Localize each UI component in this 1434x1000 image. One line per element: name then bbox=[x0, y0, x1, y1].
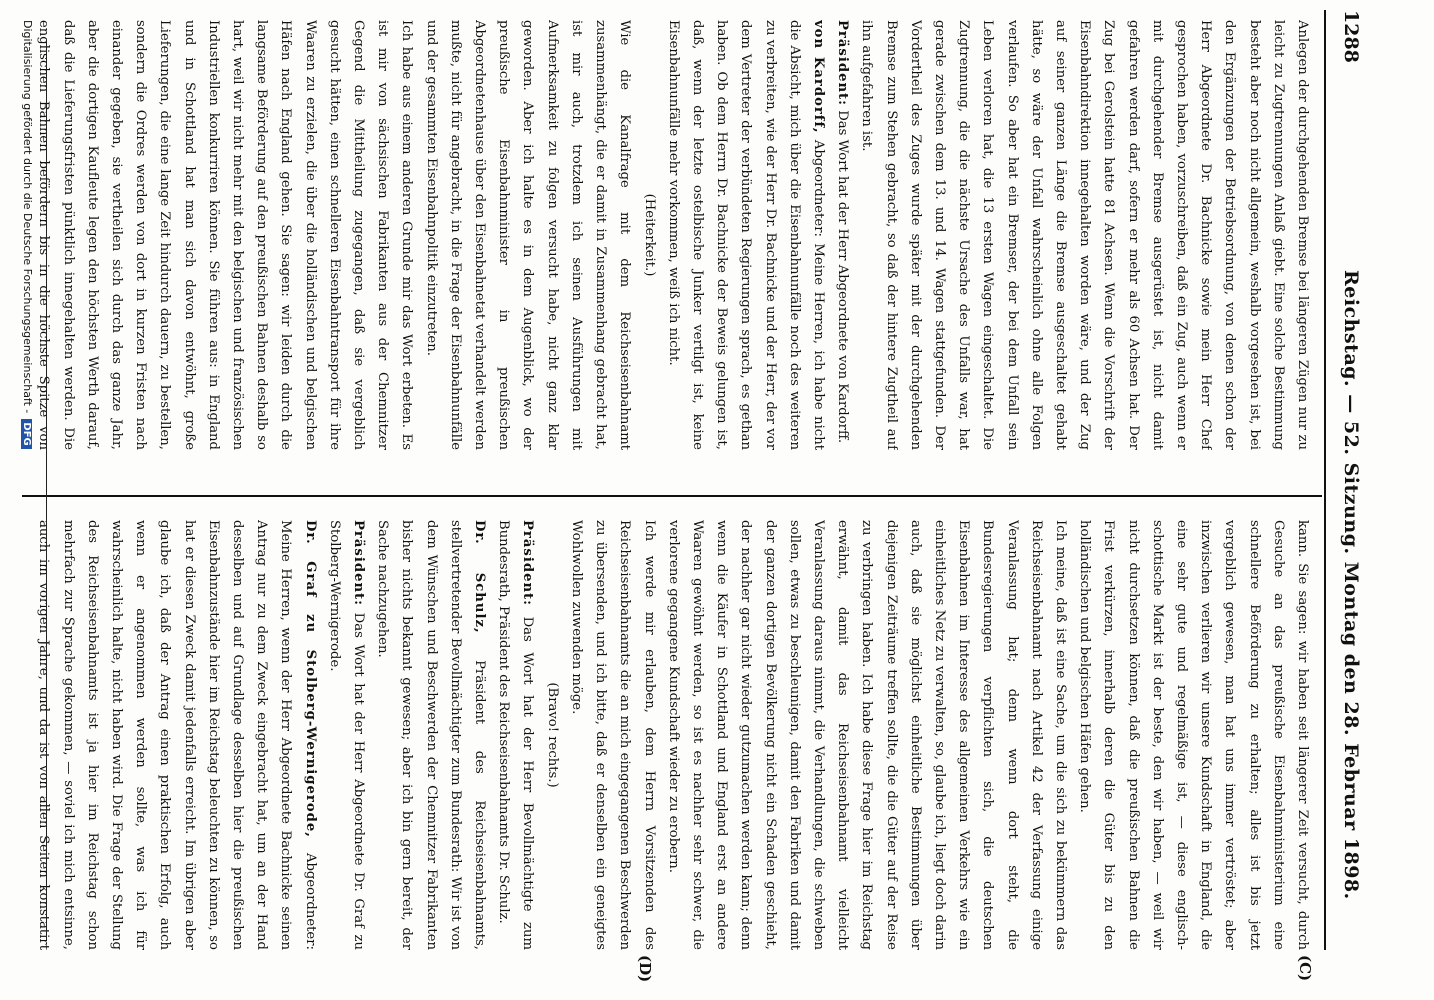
dfg-logo: DFG bbox=[21, 419, 32, 448]
digitization-credit bbox=[21, 20, 34, 449]
speaker-name: Präsident: bbox=[351, 520, 367, 607]
speech-text: Abgeordneter: Meine Herren, wenn der Herr Abgeordnete Bachnicke seinen Antrag nur zu dem Zweck eingebracht hat, um an der Hand desselben und auf Grundlage desselben hier die preußischen Eisenbahnzustände hier im Reichstag beleuchten zu können, so hat er diesen Zweck damit jedenfalls erreicht. Im übrigen aber glaube ich, daß der Antrag einen praktischen Erfolg, auch wenn er angenommen werden sollte, was ich für wahrscheinlich halte, nicht haben wird. Die Frage der Stellung des Reichseisenbahnamts ist ja hier im Reichstag schon mehrfach zur Sprache gekommen, — soviel ich mich entsinne, auch im vorigen Jahre, und da ist von allen Seiten konstatirt bbox=[36, 520, 318, 950]
paragraph: Anlegen der durchgehenden Bremse bei längeren Zügen nur zu leicht zu Zugtrennungen Anlaß giebt. Eine solche Bestimmung besteht aber noch nicht allgemein, weshalb vorgesehen ist, bei den Ergänzungen der Betriebsordnung, von denen schon der Herr Abgeordnete Dr. Bachnicke sowie mein Herr Chef gesprochen haben, vorzuschreiben, daß ein Zug, auch wenn er mit durchgehender Bremse ausgerüstet ist, nicht damit gefahren werden darf, sofern er mehr als 60 Achsen hat. Der Zug bei Gerolstein hatte 81 Achsen. Wenn die Vorschrift der Eisenbahndirektion innegehalten worden wäre, und der Zug auf seiner ganzen Länge die Bremse ausgeschaltet gehabt hätte, so wäre der Unfall wahrscheinlich ohne alle Folgen verlaufen. So aber hat ein Bremser, der bei dem Unfall sein Leben verloren hat, die 13 ersten Wagen eingeschaltet. Die Zugtrennung, die die nächste Ursache des Unfalls war, hat gerade zwischen dem 13. und 14. Wagen stattgefunden. Der Vordertheil des Zuges wurde später mit der durchgehenden Bremse zum Stehen gebracht, so daß der hintere Zugtheil auf ihn aufgefahren ist. bbox=[859, 20, 1310, 450]
credit-text: Digitalisierung gefördert durch die Deutsche Forschungsgemeinschaft - bbox=[21, 20, 34, 414]
speaker-name: Dr. Schulz, bbox=[472, 520, 488, 634]
paragraph bbox=[661, 20, 830, 450]
margin-letter-c: (C) bbox=[1296, 955, 1314, 982]
page-number: 1288 bbox=[1340, 10, 1362, 63]
speaker-name: Präsident: bbox=[520, 520, 536, 607]
speaker-name: von Kardorff, bbox=[810, 20, 826, 134]
speaker-name: Dr. Graf zu Stolberg-Wernigerode, bbox=[302, 520, 318, 838]
speech-text: Präsident des Reichseisenbahnamts, stellvertretender Bevollmächtigter zum Bundesrath: Wir ist von dem Wünschen und Beschwerden der Chemnitzer Fabrikanten bisher nichts bekannt gewesen; aber ich bin gern bereit, der Sache nachzugehen. bbox=[375, 520, 488, 950]
footer-rule bbox=[46, 40, 47, 940]
speech-text: Das Wort hat der Herr Abgeordnete von Kardorff. bbox=[835, 110, 851, 444]
paragraph bbox=[370, 520, 491, 950]
header-rule bbox=[1324, 10, 1326, 950]
paragraph: Wie die Kanalfrage mit dem Reichseisenbahnamt zusammenhängt, die er damit in Zusammenhang gebracht hat, ist mir auch, trotzdem ich seinen Ausführungen mit Aufmerksamkeit zu folgen versucht habe, nicht ganz klar geworden. Aber ich halte es in dem Augenblick, wo der preußische Eisenbahnminister in preußischen Abgeordnetenhause über den Eisenbahnetat verhandelt werden mußte, nicht für angebracht, in die Frage der Eisenbahnunfälle und der gesammten Eisenbahnpolitik einzutreten. bbox=[423, 20, 633, 450]
right-column bbox=[34, 520, 1314, 950]
paragraph bbox=[491, 520, 539, 950]
column-divider bbox=[22, 495, 1322, 497]
paragraph: Ich werde mir erlauben, dem Herrn Vorsitzenden des Reichseisenbahnamts die an mich eingegangenen Beschwerden zu übersenden, und ich bitte, daß er denselben ein geneigtes Wohlwollen zuwenden möge. bbox=[568, 520, 657, 950]
paragraph bbox=[830, 20, 854, 450]
running-title: Reichstag. — 52. Sitzung. Montag den 28. Februar 1898. bbox=[1340, 270, 1362, 900]
paragraph: kann. Sie sagen: wir haben seit längerer Zeit versucht, durch Gesuche an das preußische Eisenbahnministerium eine schnellere Beförderung zu erhalten; alles ist bis jetzt vergeblich gewesen, man hat uns immer vertröstet; aber inzwischen verlieren wir unsere Kundschaft in England, die eine sehr gute und regelmäßige ist, — diese englisch-schottische Markt ist der beste, den wir haben, — weil wir nicht durchsetzen können, daß die preußischen Bahnen die Frist verkürzen, innerhalb deren die Güter bis zu den holländischen und belgischen Häfen gehen. bbox=[1077, 520, 1310, 950]
left-column bbox=[34, 20, 1314, 450]
speech-text: Das Wort hat der Herr Bevollmächtigte zum Bundesrath, Präsident des Reichseisenbahnamts Dr. Schulz. bbox=[496, 520, 536, 950]
page-header bbox=[1334, 10, 1364, 950]
paragraph: Ich meine, daß ist eine Sache, um die sich zu bekümmern das Reichseisenbahnamt nach Artikel 42 der Verfassung einige Veranlassung hat; denn wenn dort steht, die Bundesregierungen verpflichten sich, die deutschen Eisenbahnen im Interesse des allgemeinen Verkehrs wie ein einheitliches Netz zu verwalten, so, glaube ich, liegt doch darin auch, daß sie möglichst einheitliche Bestimmungen über diejenigen Zeiträume treffen sollte, die die Güter auf der Reise zu verbringen haben. Ich habe diese Frage hier im Reichstag erwähnt, damit das Reichseisenbahnamt vielleicht Veranlassung daraus nimmt, die Verhandlungen, die schweben sollen, etwas zu beschleunigen, damit den Fabriken und damit der ganzen dortigen Bevölkerung nicht ein Schaden geschieht, der nachher gar nicht wieder gutzumachen werden kann; denn wenn die Käufer in Schottland und England erst an andere Waaren gewöhnt werden, so ist es nachher sehr schwer, die verlorene gegangene Kundschaft wieder zu erobern. bbox=[665, 520, 1068, 950]
paragraph bbox=[322, 520, 370, 950]
paragraph: Ich habe aus einem anderen Grunde mir das Wort erbeten. Es ist mir von sächsischen Fabrikanten aus der Chemnitzer Gegend die Mittheilung zugegangen, daß sie vergeblich gesucht hätten, einen schnelleren Eisenbahntransport für ihre Waaren zu erzielen, die über die holländischen und belgischen Häfen nach England gehen. Sie sagen: wir leiden durch die langsame Beförderung auf den preußischen Bahnen deshalb so hart, weil wir nicht mehr mit den belgischen und französischen Industriellen konkurriren können. Sie führen aus: in England und in Schottland hat man sich davon entwöhnt, große Lieferungen, die eine lange Zeit hindurch dauern, zu bestellen, sondern die Ordres werden von dort in kurzen Fristen nach einander gegeben, sie vertheilen sich durch das ganze Jahr, aber die dortigen Kaufleute legen den höchsten Werth darauf, daß die Lieferungsfristen pünktlich innegehalten werden. Die englischen Bahnen befördern bis in die höchste Spitze von bbox=[36, 20, 415, 450]
speech-text: Abgeordneter: Meine Herren, ich habe nicht die Absicht, mich über die Eisenbahnunfälle noch des weiteren zu verbreiten, wie der Herr Dr. Bachnicke und der Herr, der vor dem Vertreter der verbündeten Regierungen sprach, es gethan haben. Ob dem Herrn Dr. Bachnicke der Beweis gelungen ist, daß, wenn der letzte ostelbische Junker vertilgt ist, keine Eisenbahnunfälle mehr vorkommen, weiß ich nicht. bbox=[665, 20, 826, 450]
speech-text: Das Wort hat der Herr Abgeordnete Dr. Graf zu Stolberg-Wernigerode. bbox=[326, 520, 367, 950]
speaker-name: Präsident: bbox=[835, 20, 851, 107]
interjection: (Bravo! rechts.) bbox=[544, 682, 560, 788]
paragraph bbox=[34, 520, 322, 950]
margin-letter-d: (D) bbox=[636, 955, 654, 983]
interjection: (Heiterkeit.) bbox=[641, 193, 657, 277]
